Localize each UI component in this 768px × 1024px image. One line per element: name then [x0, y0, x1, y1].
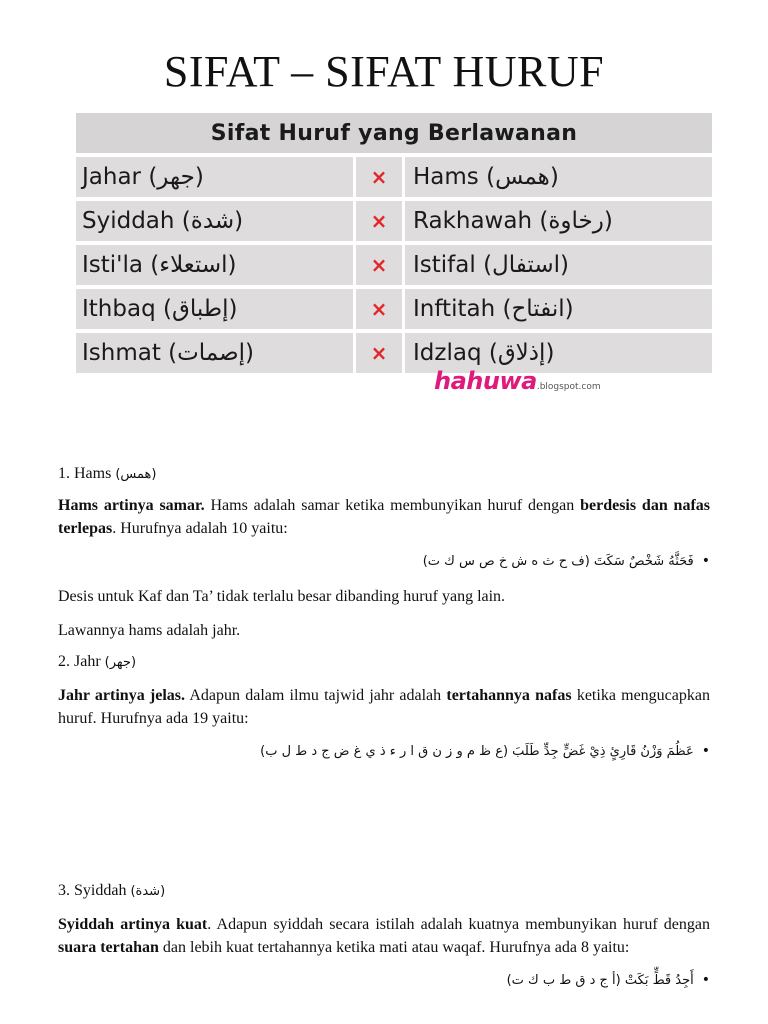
section-heading-jahr: 2. Jahr (جهر) — [58, 653, 137, 670]
document-body — [58, 462, 710, 992]
left-cell: Ishmat (إصمات) — [76, 333, 356, 373]
arabic-bullet: •عَظُمَ وَزْنُ قَارِئٍ ذِيْ غَضٍّ جِدٍّ طَلَبَ (ع ظ م و ز ن ق ا ر ء ذ ي غ ض ج د ط ل ب) — [260, 743, 710, 759]
blog-watermark-logo — [434, 367, 601, 395]
table-row — [76, 201, 712, 241]
cross-icon: × — [356, 289, 405, 329]
paragraph: Desis untuk Kaf dan Ta’ tidak terlalu besar dibanding huruf yang lain. — [58, 588, 506, 605]
sifat-huruf-image — [76, 109, 712, 400]
bullet-icon: • — [701, 553, 710, 569]
left-cell: Jahar (جهر) — [76, 157, 356, 197]
left-cell: Ithbaq (إطباق) — [76, 289, 356, 329]
sifat-table — [76, 109, 712, 377]
table-heading: Sifat Huruf yang Berlawanan — [76, 113, 712, 153]
cross-icon: × — [356, 157, 405, 197]
table-row — [76, 289, 712, 329]
bullet-icon: • — [701, 743, 710, 759]
table-row — [76, 245, 712, 285]
paragraph: Hams artinya samar. Hams adalah samar ketika membunyikan huruf dengan berdesis dan nafas terlepas. Hurufnya adalah 10 yaitu: — [58, 497, 711, 537]
cross-icon: × — [356, 333, 405, 373]
paragraph: Syiddah artinya kuat. Adapun syiddah secara istilah adalah kuatnya membunyikan huruf dengan suara tertahan dan lebih kuat tertahannya ketika mati atau waqaf. Hurufnya ada 8 yaitu: — [58, 916, 711, 956]
section-heading-syiddah: 3. Syiddah (شدة) — [58, 882, 166, 899]
section-heading-hams: 1. Hams (همس) — [58, 465, 157, 482]
left-cell: Isti'la (استعلاء) — [76, 245, 356, 285]
bullet-icon: • — [701, 972, 710, 988]
watermark-text: hahuwa — [434, 367, 537, 395]
right-cell: Idzlaq (إذلاق) — [405, 333, 712, 373]
table-row — [76, 157, 712, 197]
cross-icon: × — [356, 201, 405, 241]
right-cell: Rakhawah (رخاوة) — [405, 201, 712, 241]
arabic-bullet: •أَجِدُ قَطٍّ بَكَتْ (أ ج د ق ط ب ك ت) — [506, 972, 710, 988]
cross-icon: × — [356, 245, 405, 285]
table-row — [76, 333, 712, 373]
right-cell: Hams (همس) — [405, 157, 712, 197]
right-cell: Inftitah (انفتاح) — [405, 289, 712, 329]
arabic-bullet: •فَحَثَّهُ شَخْصٌ سَكَتَ (ف ح ث ه ش خ ص س ك ت) — [422, 553, 710, 569]
paragraph: Jahr artinya jelas. Adapun dalam ilmu tajwid jahr adalah tertahannya nafas ketika mengucapkan huruf. Hurufnya ada 19 yaitu: — [58, 687, 710, 727]
page-title: SIFAT – SIFAT HURUF — [163, 47, 605, 96]
paragraph: Lawannya hams adalah jahr. — [58, 622, 241, 639]
right-cell: Istifal (استفال) — [405, 245, 712, 285]
left-cell: Syiddah (شدة) — [76, 201, 356, 241]
watermark-domain: .blogspot.com — [536, 382, 601, 392]
